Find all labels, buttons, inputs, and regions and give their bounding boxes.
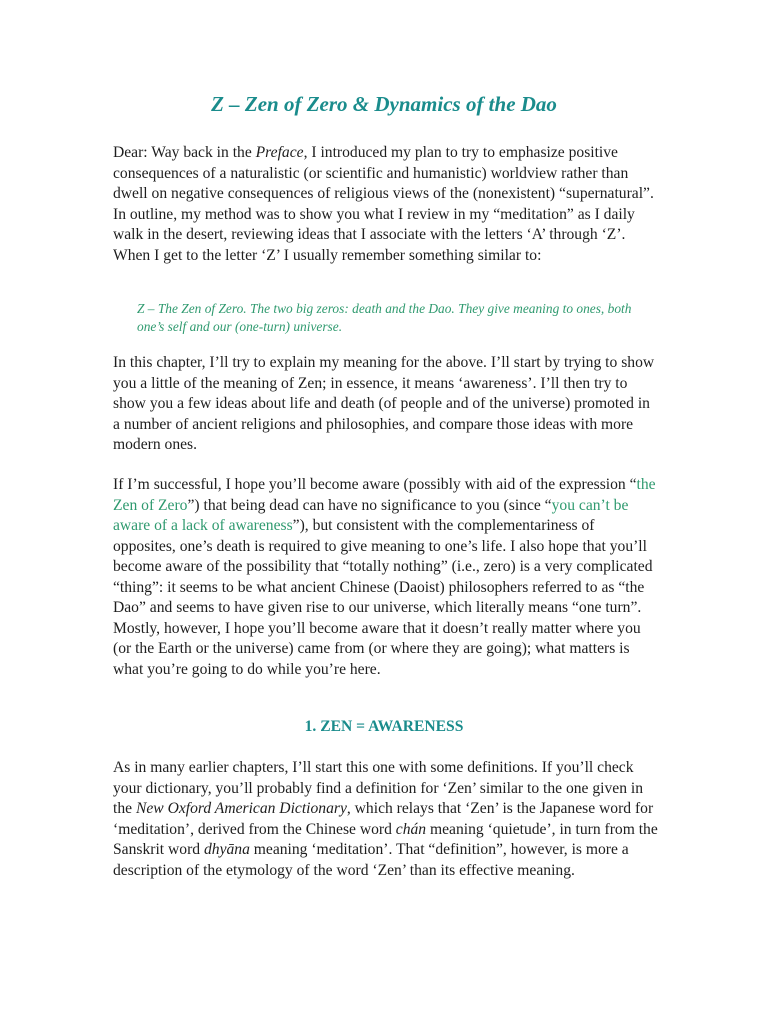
definitions-text-2: , which relays that ‘Zen’ is the Japanese word for ‘meditation’, derived from the Chinese word [113, 800, 654, 838]
intro-text-1: Dear: Way back in the [113, 144, 256, 161]
section-heading: 1. ZEN = AWARENESS [304, 718, 464, 735]
preface-reference: Preface [255, 144, 304, 161]
chapter-plan-paragraph: In this chapter, I’ll try to explain my meaning for the above. I’ll start by trying to show you a little of the meaning of Zen; in essence, it means ‘awareness’. I’ll then try to show you a few ideas about life and death (of people and of the universe) promoted in a number of ancient religions and philosophies, and compare those ideas with more modern ones. [113, 354, 655, 453]
hope-text-1: If I’m successful, I hope you’ll become aware (possibly with aid of the expression “ [113, 476, 637, 493]
definitions-paragraph [113, 758, 658, 881]
definitions-text-3: meaning ‘quietude’, in turn from the Sanskrit word [113, 820, 658, 858]
chan-word: chán [395, 820, 427, 838]
awareness-highlight: you can’t be aware of a lack of awareness [113, 496, 629, 534]
zen-of-zero-highlight: the Zen of Zero [113, 476, 656, 514]
intro-text-2: , I introduced my plan to try to emphasize positive consequences of a naturalistic (or scientific and humanistic) worldview rather than dwell on negative consequences of religious views of the (nonexistent) “supernatural”. In outline, my method was to show you what I review in my “meditation” as I daily walk in the desert, reviewing ideas that I associate with the letters ‘A’ through ‘Z’. When I get to the letter ‘Z’ I usually remember something similar to: [113, 144, 654, 264]
definitions-text-1: As in many earlier chapters, I’ll start this one with some definitions. If you’ll check your dictionary, you’ll probably find a definition for ‘Zen’ similar to the one given in the [113, 759, 644, 817]
definitions-text-4: meaning ‘meditation’. That “definition”, however, is more a description of the etymology of the word ‘Zen’ than its effective meaning. [113, 841, 629, 879]
hope-text-3: ”), but consistent with the complementariness of opposites, one’s death is required to give meaning to one’s life. I also hope that you’ll become aware of the possibility that “totally nothing” (i.e., zero) is a very complicated “thing”: it seems to be what ancient Chinese (Daoist) philosophers referred to as “the Dao” and seems to have given rise to our universe, which literally means “one turn”. Mostly, however, I hope you’ll become aware that it doesn’t really matter where you (or the Earth or the universe) came from (or where they are going); what matters is what you’re going to do while you’re here. [113, 517, 653, 678]
zen-of-zero-quote: Z – The Zen of Zero. The two big zeros: death and the Dao. They give meaning to ones, both one’s self and our (one-turn) universe. [137, 301, 632, 334]
hope-paragraph [113, 475, 658, 680]
dictionary-reference: New Oxford American Dictionary [135, 800, 347, 817]
hope-text-2: ”) that being dead can have no significance to you (since “ [187, 496, 552, 514]
dhyana-word: dhyāna [203, 841, 250, 858]
intro-paragraph [113, 143, 658, 266]
chapter-title: Z – Zen of Zero & Dynamics of the Dao [211, 92, 557, 116]
